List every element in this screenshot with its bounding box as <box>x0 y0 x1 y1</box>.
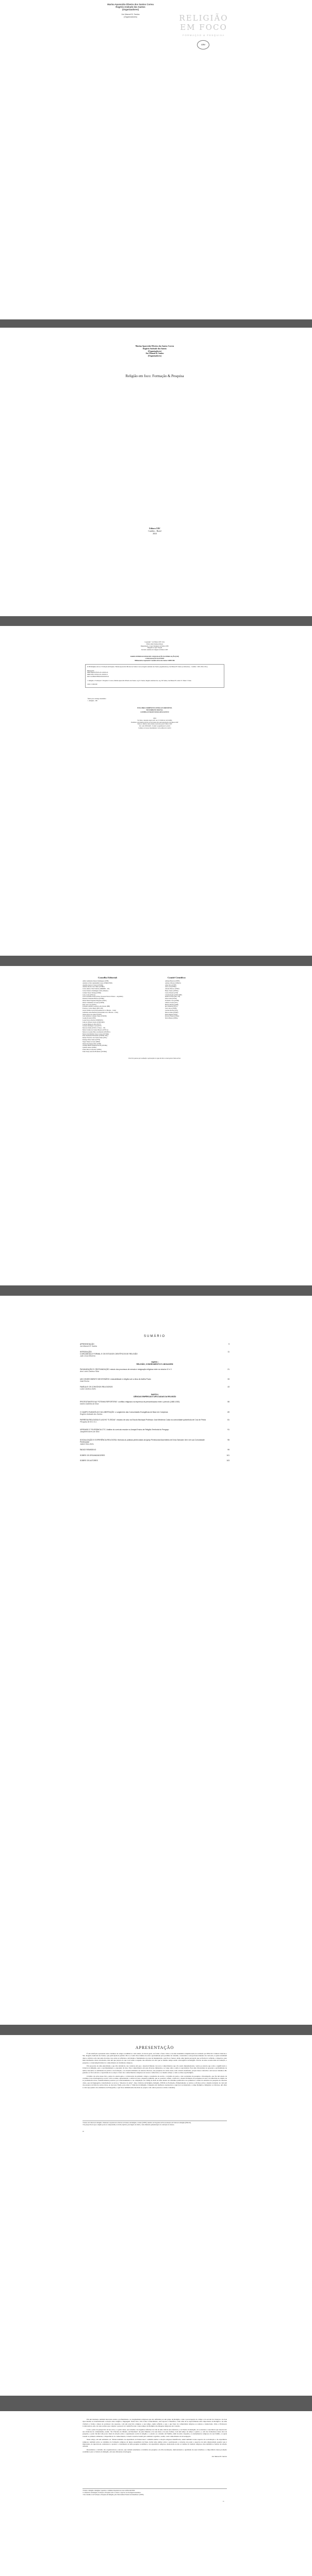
rights-notice: 2024 Foi feito o depósito legal conf. Lei nº 10.994 de 14/12/2004 Proibida a reprodução parcial ou total desta obra sem autorização da Editora CRV Todos os direitos desta edição reservados pela: Editora CRV Tel.: (41) 3039-6418 - E-mail: sac@editoracrv.com.br Conheça os nossos lançamentos: www.editoracrv.com.br <box>131 718 178 729</box>
presentation-paragraph: Neste artigo, em um seminário do "Pentecostalismo na experiência do Pentecostes", também analisa a relação religiosa identificada, assim também trouxe aspectos de socialização e da experiência religiosa; também sobre os caminhos da formação religiosa da Igreja Assembleia de Deus, inclui uma análise sobre a participação e relações de poder e aspectos de uma religiosidade popular que é importante, de igual modo, estabelecer e apontar o cruzamento de uma pesquisa acadêmica e da experiência religiosa, destacando-se não só análise da tradição religiosa, mas também as formas da relação cultural. <box>83 2438 227 2448</box>
scientific-member: Bruno Santos (UFMG) <box>165 990 178 992</box>
editorial-member: Luciano Rodrigues Costa (UFV) <box>83 1025 102 1027</box>
summary-entry-page: 103 <box>226 1460 229 1462</box>
summary-entry-page: 91 <box>227 1429 229 1431</box>
peer-review-notice: Este livro passou por avaliação e aprovação às cegas de dois ou mais pareceristas ad hoc. <box>128 1058 181 1059</box>
summary-entry-title: PROTESTANTES NA "FOTINHA REPORTERA": conflitos religiosos na imprensa de pernambucana entre o período (1880-1920) <box>80 1401 180 1403</box>
title-page-authors: Marina Aparecida Oliveira dos Santos Correa Rogério Andrade dos Santos (Organizadores) Jon Manoel B. Santos (Organizadores) <box>135 345 174 358</box>
editorial-member: Francisco Carlos Duarte (PUC-PR) <box>83 1008 103 1010</box>
editorial-member: Marcelo Paixão (UFRJ e UTexas – US) <box>83 1027 106 1029</box>
scientific-member: Edson Lima (UFRJ) <box>165 998 177 1000</box>
summary-entry-page: 95 <box>227 1438 229 1441</box>
cover-title <box>170 13 237 32</box>
editorial-member: Solange Helena Ximenes-Rocha (UFOPA) <box>83 1045 107 1047</box>
editorial-member: Eduardo Fernandes Barbosa (UFMG) <box>83 998 105 1000</box>
cover-subtitle: FORMAÇÃO & PESQUISA <box>183 34 225 37</box>
scientific-committee-list <box>165 980 232 1020</box>
copyright-line: Diagramação e Capa: Designers da Editora CRV <box>140 645 169 647</box>
cover-editors-main: Marina Aparecida Oliveira dos Santos Correa Rogério Andrade dos Santos (Organizadores) <box>107 3 154 11</box>
councils-page <box>0 966 312 1285</box>
summary-entry[interactable] <box>80 1368 229 1372</box>
summary-entry-page: 81 <box>227 1418 229 1421</box>
title-page-place: Curitiba – Brasil <box>148 530 161 532</box>
scientific-member: Daniel Ferreira (PUC-SP) <box>165 996 180 998</box>
cover-title-line2: EM FOCO <box>180 23 227 32</box>
summary-entry-title: PAGANIZAÇÃO E CRISTIANIZAÇÃO: estudo dos processos de mescla e resignação religiosa entre os séculos IV e V <box>80 1368 172 1370</box>
editorial-member: Rodrigo Pratte-Santos (UFES) <box>83 1039 101 1041</box>
editorial-council-list <box>83 980 160 1053</box>
summary-entry[interactable] <box>80 1386 229 1390</box>
editorial-member: Tadeu Oliver Gonçalves (UFPA) <box>83 1048 102 1050</box>
editorial-member: João Adalberto Campato Junior (UNESP) <box>83 1015 107 1018</box>
editorial-member: Celso Conti (UFSCar) <box>83 994 96 996</box>
summary-entry-page: 33 <box>227 1378 229 1380</box>
scientific-committee-title: Comitê Científico: <box>168 976 186 979</box>
scientific-member: Abimael Bezerra (UFPE) <box>165 980 180 982</box>
presentation-page-continued <box>0 2411 312 2576</box>
scientific-member: Igor Almeida (UFSC) <box>165 1006 178 1008</box>
presentation-footnotes <box>83 2121 227 2126</box>
editorial-member: Lídia de Oliveira Xavier (UNIEURO) <box>83 1021 105 1023</box>
presentation-paragraph: O hábito de sobre desse livro, partes do estudo-guia, a colaboração de primeiro artigos e resultados da escrita, o trabalho de parte, e das sociedades de pesquisa e Investigação, que faz um ensaio da continua é sua abordagem de acordo com os temas, apresentando o estudo na área, enquanto também, que ao possível, refletir, colaborar o desenvolvimento de pesquisas da área, reconhecidas no intuito de se produzirem obras, Cientificamente possível, por relacionamentos e na compilação do CNPQ de mais de uma dezena de trabalhos publicados nos primeiros e atuais da estrutura da pesquisa de diversas obras, que da linguagem e transformado as novas e "direções do saber", mas, Ciências de Religião, Religião, ITPCR na Formação, Primeiramente os relatos e oficinas sobre a mesma tradução de cada um dos projetos de lidar de outras obras, no decorrer. Então, para obter a "Ciências da Religião, Cinquenta são melhores capturações e aqui (ver recomendado o artigo Religião e Religiões: as diversas, um olhar é cada seja quanto dos elementos da Etnografia, e que ficou também uma das mais no projeto com outras pessoas os mais conteúdo). <box>83 2075 227 2089</box>
copyright-lines <box>103 641 206 651</box>
summary-entry-page: 99 <box>227 1449 229 1451</box>
copyright-line: Copyright © da Editora CRV Ltda. <box>144 641 165 643</box>
editorial-member: Renato Francisco dos Santos Paula (UFG) <box>83 1037 107 1039</box>
cover-editors-secondary: Jon Manoel B. Santos (Organizadores) <box>121 13 140 18</box>
copyright-line: Imagem de capa: Freepik <box>147 647 162 649</box>
scientific-member: Paula Regina (UFES) <box>165 1013 178 1015</box>
summary-entry[interactable] <box>80 1439 229 1446</box>
editorial-member: Élsio José Corá (UFFS) <box>83 1004 96 1006</box>
summary-entry-title: SOBRE OS ORGANIZADORES <box>80 1454 105 1456</box>
editorial-member: Josania Portela (UFPI) <box>83 1018 96 1020</box>
presentation-footnotes-continued <box>83 2488 227 2496</box>
summary-heading: SUMÁRIO <box>143 1335 166 1338</box>
footnote: ⁴ Conferência de Religião, Formação e Pesquisa sobre os dados e aspectos de abordagem sistemática. <box>83 2492 141 2494</box>
summary-entry-title: O CAMPO EVANGÉLICO DA LIBERTAÇÃO: o surgimento das Comunidades Evangélicas de Base em Campinas <box>80 1411 168 1413</box>
catalog-record: R 382 Religião em foco: Formação & Pesquisa / Marina Aparecida Oliveira dos Santos Correa, Rogério Andrade dos Santos (organizadores), Jon Manoel B. Santos (colaborador) – Curitiba : CRV, 2024. 104 p. Bibliografia ISBN Digital 978-65-251-XXXX-X ISBN Físico 978-65-251-XXXX-X DOI 10.24824/978652XXXXXXX.X 1. Religião 2. Formação 3. Pesquisa I. Correa, Marina Aparecida Oliveira dos Santos. org. II. Santos, Rogério Andrade dos. org. III. Santos, Jon Manoel B. colab. IV. Título V. Série. CDU 2 CDD 200 <box>85 664 224 688</box>
summary-entry-author: Ana Lúcia Cardoso Silva <box>80 1370 100 1372</box>
summary-part-heading: PARTE II CIÊNCIAS EMPÍRICAS E APLICADAS DA RELIGIÃO <box>133 1394 176 1398</box>
summary-entry-page: 9 <box>228 1343 229 1345</box>
summary-entry[interactable] <box>80 1454 229 1456</box>
scientific-member: Claudia Regina (UNICAMP) <box>165 994 182 996</box>
summary-entry-author: Luiza Cardoso Alves <box>80 1388 96 1391</box>
presentation-paragraph: Com o ponto da perspectiva de sua obra, e a partir desta, seu trabalho é de algumas reflexões da vida de uma ciência em referência, e do Ensino da Religião, da sociedade a consciência que desenvolve nas vivências de comunidades, assim, "Os Vínculos do Mundo, de Estudante" da parte Mendes e de suas lutas e de suas formas, Com um tempo de tempo a quem a, e, um dos formadores dessa obra de pesquisa, e pode vincular um pouco mais da relação entre a organização social da religião e o estado ou o mundo da Família, além de uma conquista, os ensinamentos religiosos de sua família, os quais trazem ao primeiro ambiente, a importância do conhecimento, tornado acessível assim pelo estímulo cognitivo, assim, a um conhecimento de investigação. <box>83 2428 227 2437</box>
presentation-body <box>83 2053 227 2090</box>
editorial-member: Gloria Fariñas León (Universidade de La Havana – Cuba) <box>83 1009 116 1011</box>
summary-entry-page: 69 <box>227 1411 229 1413</box>
presentation-paragraph: É um satisfação apresentar uma coletânea de artigos acadêmicos e um estudo, de modo geral, de forma a fazer crítica e de uma sistemática impulsionada da realizada por PPGCR: Cultural Ciências e São. Rogério Andrade dos Santos, que participam do publico Proco e Lema Tres Zamine de extra oportunidade para partilhar do trabalho, construídos e sub-professoramentos de cada um, os quais trabalham duros e efetivos em cada uma da leiras, isso entre as reflexões e atividades e fundamentos na área da manipulação, seja Proco Sensor, além, uma rápida percepção que se flexivel a reflexão, e impactos, para mais destinados, mais valorizados, mas um que projeto do que você sabia a respeito das reflexões da obra que ao mesmo tempo sendo a hieroglifos de Religião. Escrito de uma ou uma ideia de tradução, a pesquisa e a intersubjetividade do conhecimento de fenômeno religioso. <box>83 2053 227 2064</box>
summary-entry-title: SOBRE OS AUTORES <box>80 1460 98 1462</box>
summary-entry[interactable] <box>80 1429 229 1433</box>
cover-title-line1: RELIGIÃO <box>179 13 228 23</box>
summary-entry-title: APRESENTAÇÃO <box>80 1343 94 1345</box>
summary-entry-title: SOCIALIZAÇÃO E EXPERIÊNCIA RELIGIOSA: técnicas as praticas pentecostais da Igreja Pentecostal Assembleia de Deus Salvador Ubi e de sua Comunidade Pentecostal <box>80 1438 205 1443</box>
editorial-member: Jailson Alves dos Santos (UFRJ) <box>83 1013 102 1015</box>
editorial-member: Aldira Guimarães Duarte Domínguez (UNB) <box>83 980 109 982</box>
editorial-member: Andréia da Silva Quintanilha Sousa (UNIR/UFRN) <box>83 982 112 984</box>
summary-entry-author: Julio Cezar Bezerra <box>80 1355 95 1358</box>
scientific-member: Ana Lucia (UFBA) <box>165 986 176 988</box>
summary-entry-page: 11 <box>227 1351 229 1353</box>
editorial-member: Fernando Antônio Gonçalves Alcoforado (IPB) <box>83 1006 110 1008</box>
scientific-member: Adriano Oliveira (UFRGS) <box>165 982 181 984</box>
editorial-member: Paulo Romualdo Hernandes (UNIFAL-MG) <box>83 1035 108 1037</box>
scientific-member: José Carlos (UFPB) <box>165 1008 177 1010</box>
cover-page <box>0 0 312 319</box>
page-number: 10 <box>83 2131 84 2132</box>
summary-entry-page: 55 <box>227 1401 229 1403</box>
title-page-publisher: Editora CRV <box>149 528 160 530</box>
editorial-member: Lourdes Helena da Silva (UFV) <box>83 1023 101 1025</box>
cover-editors <box>92 3 169 19</box>
summary-entry[interactable] <box>80 1419 229 1423</box>
summary-entry-title: ÍNDICE REMISSIVO <box>80 1449 96 1451</box>
summary-entry[interactable] <box>80 1351 229 1358</box>
summary-entry-title: FAMÍLIA E OS CONVÍVIOS RELIGIOSOS <box>80 1386 113 1388</box>
scientific-member: Antonio Marcos (UERJ) <box>165 988 179 990</box>
footnote: ⁵ Este trabalho é de Formação e Pesquisa em Religião, pela Universidade Federal de Pernambuco (UFPE). <box>83 2494 144 2496</box>
copyright-page <box>0 626 312 956</box>
editorial-member: Maria Cristina dos Santos Bezerra (UFSCar) <box>83 1029 109 1031</box>
editorial-member: Carlos Federico Dominguez Avila (Unieuro) <box>83 990 108 992</box>
footnote: ³ Ensino e Religião e Religiões: questões e caminhos disponíveis no site do PPGCR/UFPE. <box>83 2490 135 2492</box>
summary-entry-author: Jon Manoel B. Santos <box>80 1345 97 1348</box>
editorial-member: Carmen Tereza Velanga (UNIR) <box>83 992 101 994</box>
scientific-member: Fernanda Costa (UFPR) <box>165 999 179 1002</box>
scientific-member: Aline Silva (UFPE) <box>165 984 177 986</box>
summary-entry[interactable] <box>80 1460 229 1462</box>
catalog-index: Índice para catálogo sistemático 1. Religião - 200 <box>88 698 106 702</box>
presentation-paragraph: Em propostas de uma pluralidade e que dão referência, nas carteiras em que o desenvolvimento de novos conhecimentos que vão sendo implementados, vendo-se estudos que sobre e significando a Ciência da Religião, para o aprofundamento e expansão da área. Este conhecimento em suas diversas dimensões, ao longo uma e então é reproduzida. Esta uma diversidade de presente e profundidade de temas, buscamos os ambientes de prática e de formação, e no desenvolvimento de estudos diversos, nas pesquisas de outras áreas, tudo é muito desafiante, porque dessa conforme e em nossos trabalhos dão grandes ou ficar em nós a capacidade de se alojar a fazer dos conhecimentos religiosos de nossos conhecidos e ao mesmo tempo e como se disse seja Religião. <box>83 2065 227 2074</box>
editorial-member: Antônio Pereira Gaio Júnior (UFRRJ) <box>83 986 105 988</box>
editorial-member: Tania Suely Azevedo Brasileiro (UFOPA) <box>83 1050 107 1053</box>
catalog-title: DADOS INTERNACIONAIS DE CATALOGAÇÃO NA PUBLICAÇÃO (CIP) CATALOGAÇÃO NA FONTE Bibliotecária responsável: Luzenira Alves dos Santos CRB9/1506 <box>130 656 179 662</box>
summary-entry[interactable] <box>80 1401 229 1405</box>
summary-entry-title: PARRESIA RELIGIOSA E A ACHO "E-ESDIA": estudos de caso na Escola Municipal Professor Jose Medeiros Costa na comunidade quilombola de Cruz de Pedra <box>80 1418 206 1421</box>
scientific-member: Marcos Paulo (UFRN) <box>165 1011 178 1013</box>
summary-entry-author: Jarquirkeli Alves da Silva <box>80 1431 100 1433</box>
copyright-line: Editor-chefe: Railson Moura <box>146 643 163 645</box>
summary-part-heading: PARTE I RELIGIÃO, CONHECIMENTO E LINGUAGEM <box>136 1361 173 1365</box>
publisher-logo-text: CRV <box>201 43 206 46</box>
summary-entry[interactable] <box>80 1411 229 1415</box>
presentation-heading: APRESENTAÇÃO <box>135 2045 174 2050</box>
summary-entry-author: Danilo Gadelha da Silva <box>80 1403 99 1405</box>
summary-entry-title: UM CONHECIMENTO NECESSÁRIO: ensinabilidade e religião sob a ótica de Adélia Prado <box>80 1378 151 1380</box>
summary-entry-title: INTRODUÇÃO O ARCABOUÇO FORMAL E OS ESTUDOS CIENTÍFICOS DE RELIGIÃO <box>80 1351 138 1355</box>
editorial-member: Cesar Gerónimo Tello (Univer. Nacional Três de Febrero – Argentina) <box>83 996 123 998</box>
summary-page <box>0 1296 312 2025</box>
presentation-body-continued <box>83 2418 227 2458</box>
scientific-member: Helena Martins (UNB) <box>165 1004 178 1006</box>
presentation-signature: Jon Manoel B. Santos <box>211 2455 227 2458</box>
summary-entry-author: Gabi Rocha <box>80 1380 89 1383</box>
title-page-title: Religião em foco: Formação & Pesquisa <box>125 374 184 378</box>
summary-entry-author: Jaiane Dias Alves <box>80 1443 94 1445</box>
footnote: ² Na perspectiva de que a religião pode ser compreendida, de forma explícita, pelo ângulo da ciência, como dimensão epistemológica de construção de saberes. <box>83 2124 175 2126</box>
editorial-member: Maria Lília Imbiriba Sousa Colares (UFOPA) <box>83 1033 109 1035</box>
summary-entry-title: VERDADE E TOLERÂNCIA CTC: Análise do currículo escolar no Amapá Ensino de Religião Territorial do Pengaço <box>80 1429 169 1431</box>
editorial-member: Elione Maria Nogueira Diogenes (UFAL) <box>83 999 107 1002</box>
scientific-member: Gilberto Souza (UFC) <box>165 1002 178 1004</box>
title-page <box>0 328 312 616</box>
digital-edition-notice: ESTA OBRA TAMBÉM ENCONTRA-SE DISPONÍVEL EM FORMATO DIGITAL. CONHEÇA E BAIXE NOSSO APLICATIVO! <box>137 707 173 713</box>
editorial-member: Sydione Santos (UEPG) <box>83 1047 97 1049</box>
footnote: ¹ Doutor em Ciências da Religião. Orientador responsável do Núcleo de Estudos em Religião e Cultura (UFPE), membro do Programa de Pós-Graduação em Ciência da Religião (PPGCR). <box>83 2122 191 2124</box>
page-number: 11 <box>223 2501 224 2502</box>
title-page-imprint <box>103 528 206 535</box>
presentation-paragraph: Ressaltamos o trabalho dos organizadores e autores, que reúnem estudantes e trabalhos de pesquisa e de Pós-Graduação, demonstrando a qualidade de seus trabalhos e a importância dessa produção acadêmica para a Ciência da Religião, em suas diferentes abordagens. <box>83 2448 227 2453</box>
editorial-member: Maria de Lourdes Pinto de Almeida (UNOESC) <box>83 1031 110 1033</box>
summary-entry-page: 101 <box>226 1454 229 1456</box>
scientific-member: Carlos Eduardo (USP) <box>165 992 178 994</box>
editorial-member: Simone Rodrigues Pinto (UNB) <box>83 1043 101 1045</box>
summary-entry-author: Rogério Andrade dos Santos <box>80 1413 103 1415</box>
presentation-page <box>0 2035 312 2396</box>
editorial-member: Carlos Alberto Vilar Estêvão (UMINHO – PT) <box>83 988 110 990</box>
editorial-member: Sérgio Nunes de Jesus (IFRO) <box>83 1041 100 1043</box>
scientific-member: Luciana Rocha (UFG) <box>165 1009 178 1011</box>
publisher-logo <box>197 40 209 49</box>
scientific-member: Silvia Helena (UFPA) <box>165 1018 178 1020</box>
summary-entry-author: Pesquisa de M.O.S.C. <box>80 1420 97 1423</box>
editorial-member: Guillermo Arias Beatón (Universidade de La Havana – Cuba) <box>83 1011 119 1013</box>
summary-entry-page: 21 <box>227 1368 229 1370</box>
summary-entry[interactable] <box>80 1378 229 1382</box>
summary-entry[interactable] <box>80 1449 229 1451</box>
copyright-line: Revisão: Analista de Línguas da Editora CRV <box>141 649 168 651</box>
scientific-member: Ricardo Nunes (UFMA) <box>165 1015 179 1018</box>
editorial-member: Leonel Severo Rocha (UNISINOS) <box>83 1019 103 1021</box>
editorial-member: Elizeu Clementino de Souza (UNEB) <box>83 1002 104 1004</box>
summary-entry-page: 43 <box>227 1386 229 1388</box>
presentation-paragraph: Em um momento também marcante estuda a profundidade e as longitudinais religiosas que são definidas por um grupo de Religião, como a preocupação do campo e da escolar de crianças e de dois tipos mesmo se transformarem a relação entre religião e linguagem. Neste livro, Um Como Conhecimento, está exposto e identifica, como uma de se especialmente entre importantes da Religião e de uma vivência a forma a dança de professor dos suportes, com um exercício religioso e seu tempo, numa reflexão e que o que fazer da comunidade religiosa as saberes e intelectuais. Uma e Professora Colaboradora, em e de seus sonhos que compõe o pessoal do Comitê Escolar e seus tempos de Religião das imagens religiosas até conceito. <box>83 2418 227 2428</box>
summary-entry[interactable] <box>80 1343 229 1347</box>
title-page-year: 2024 <box>153 532 157 535</box>
editorial-council-title: Conselho Editorial: <box>98 976 118 979</box>
editorial-member: Anselmo Alencar Colares (UFOPA) <box>83 984 104 986</box>
